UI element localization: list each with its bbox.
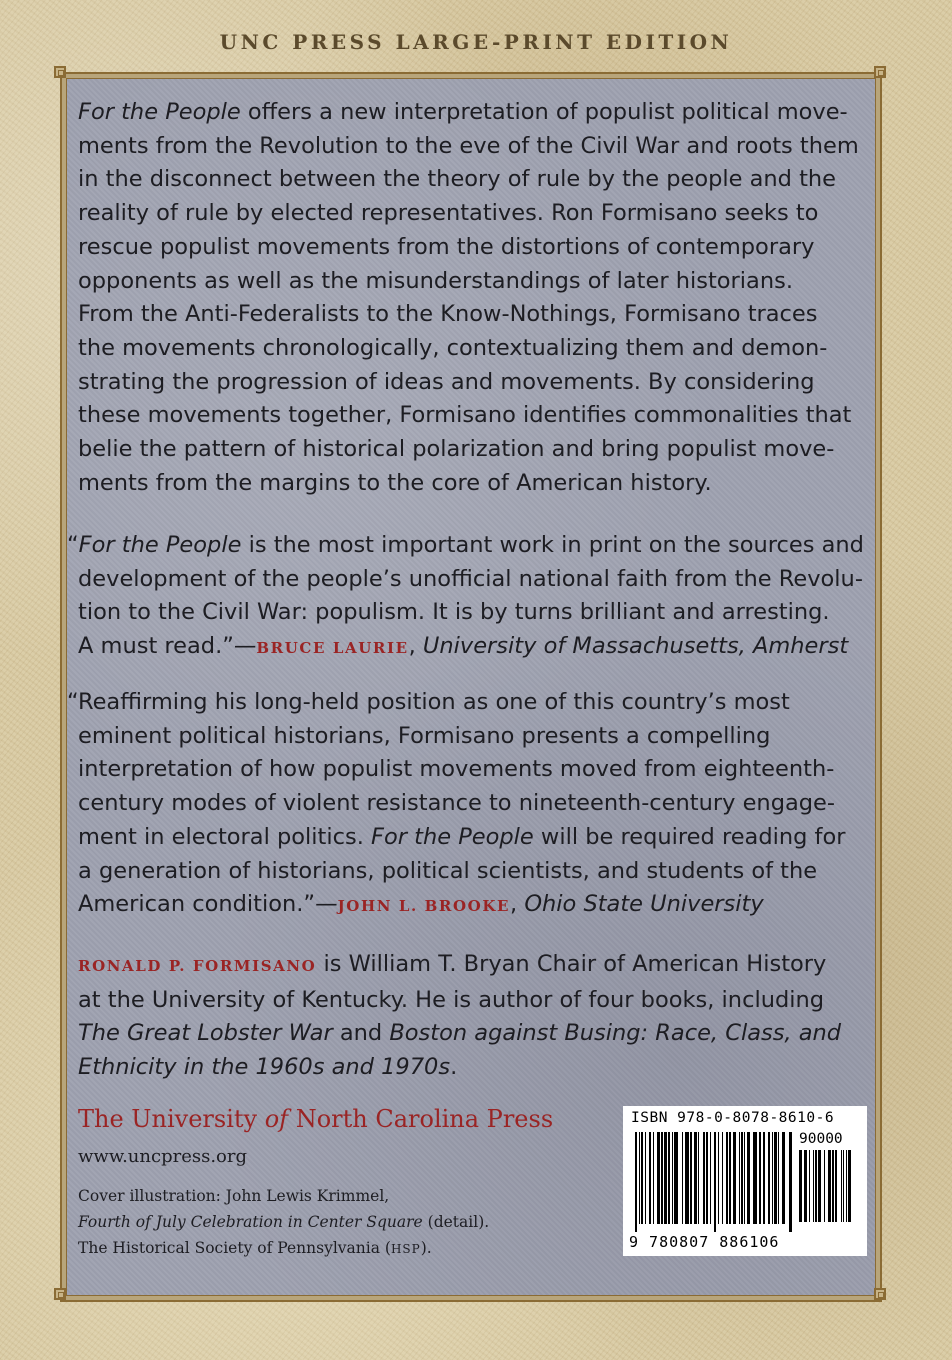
credit-text: (detail). (422, 1213, 490, 1231)
book-title-italic: Boston against Busing: Race, Class, and (389, 1020, 842, 1047)
blurb-quote-laurie (67, 529, 878, 666)
corner-ornament (54, 1288, 66, 1300)
author-bio (78, 948, 878, 1085)
description-line: opponents as well as the misunderstandings of later historians. (78, 267, 793, 294)
quote-text: A must read.”— (78, 633, 257, 660)
description-line: reality of rule by elected representatives. Ron Formisano seeks to (78, 200, 819, 227)
publisher-name (78, 1105, 553, 1133)
isbn-number: ISBN 978-0-8078-8610-6 (631, 1110, 835, 1126)
publisher-text: North Carolina Press (288, 1105, 554, 1133)
publisher-text: The University (78, 1105, 265, 1133)
description-line: From the Anti-Federalists to the Know-Nothings, Formisano traces (78, 301, 818, 328)
book-description (78, 96, 878, 500)
isbn-barcode (623, 1106, 867, 1256)
description-text: offers a new interpretation of populist political move- (240, 99, 848, 125)
quote-affiliation: Ohio State University (524, 891, 764, 918)
quote-text: ment in electoral politics. (78, 823, 372, 850)
credit-line (78, 1209, 489, 1235)
barcode-addon-icon (799, 1150, 857, 1230)
credit-text: ). (420, 1239, 432, 1257)
bio-line: at the University of Kentucky. He is author of four books, including (78, 986, 825, 1013)
description-line: ments from the margins to the core of American history. (78, 469, 712, 496)
description-line: the movements chronologically, contextualizing them and demon- (78, 334, 828, 361)
quote-line: “Reaffirming his long-held position as one of this country’s most (67, 689, 790, 715)
quote-line (78, 888, 878, 924)
quote-line: eminent political historians, Formisano presents a compelling (78, 722, 771, 749)
quote-text: will be required reading for (533, 823, 846, 850)
corner-ornament (54, 66, 66, 78)
description-line (78, 96, 878, 130)
quote-affiliation: University of Massachusetts, Amherst (422, 633, 849, 660)
quote-author: BRUCE LAURIE (256, 639, 409, 658)
bio-line (78, 1017, 878, 1051)
bio-line (78, 948, 878, 984)
book-title-italic: The Great Lobster War (78, 1020, 333, 1047)
publisher-url[interactable]: www.uncpress.org (78, 1146, 248, 1167)
barcode-main-icon (635, 1132, 795, 1232)
quote-text: is the most important work in print on the sources and (241, 532, 864, 558)
credit-line: Cover illustration: John Lewis Krimmel, (78, 1187, 390, 1205)
credit-abbr: HSP (390, 1242, 421, 1256)
credit-text: The Historical Society of Pennsylvania ( (78, 1239, 391, 1257)
author-name: RONALD P. FORMISANO (78, 957, 317, 975)
quote-line (67, 529, 878, 563)
open-quote: “ (67, 532, 79, 558)
cover-credit (78, 1183, 489, 1262)
quote-line: a generation of historians, political scientists, and students of the (78, 857, 818, 884)
credit-line (78, 1235, 489, 1262)
publisher-text-italic: of (264, 1105, 289, 1133)
edition-label: UNC PRESS LARGE-PRINT EDITION (219, 30, 733, 54)
quote-author: JOHN L. BROOKE (337, 897, 510, 916)
quote-line (78, 821, 878, 855)
description-line: strating the progression of ideas and movements. By considering (78, 368, 815, 395)
bio-text: and (332, 1020, 390, 1047)
blurb-quote-brooke (67, 686, 878, 924)
book-title-italic: For the People (371, 823, 534, 850)
quote-line: century modes of violent resistance to nineteenth-century engage- (78, 790, 836, 817)
corner-ornament (874, 1288, 886, 1300)
quote-line: tion to the Civil War: populism. It is by turns brilliant and arresting. (78, 599, 830, 626)
quote-line (78, 630, 878, 666)
ean-number: 9 780807 886106 (629, 1233, 780, 1251)
barcode-addon-number: 90000 (799, 1131, 843, 1147)
description-line: ments from the Revolution to the eve of the Civil War and roots them (78, 132, 859, 159)
corner-ornament (874, 66, 886, 78)
quote-text: American condition.”— (78, 891, 338, 918)
bio-line (78, 1051, 878, 1085)
separator: , (510, 891, 525, 918)
quote-line: development of the people’s unofficial national faith from the Revolu- (78, 565, 863, 592)
bio-text: . (450, 1054, 458, 1081)
description-line: these movements together, Formisano identifies commonalities that (78, 402, 852, 429)
artwork-title: Fourth of July Celebration in Center Square (78, 1213, 423, 1231)
book-title-italic: For the People (78, 532, 242, 558)
book-title-italic: Ethnicity in the 1960s and 1970s (78, 1054, 451, 1081)
quote-line: interpretation of how populist movements moved from eighteenth- (78, 756, 835, 783)
description-line: in the disconnect between the theory of rule by the people and the (78, 166, 837, 193)
bio-text: is William T. Bryan Chair of American History (316, 951, 827, 977)
description-line: belie the pattern of historical polarization and bring populist move- (78, 436, 835, 463)
book-title-italic: For the People (78, 99, 241, 125)
separator: , (408, 633, 423, 660)
description-line: rescue populist movements from the distortions of contemporary (78, 233, 815, 260)
